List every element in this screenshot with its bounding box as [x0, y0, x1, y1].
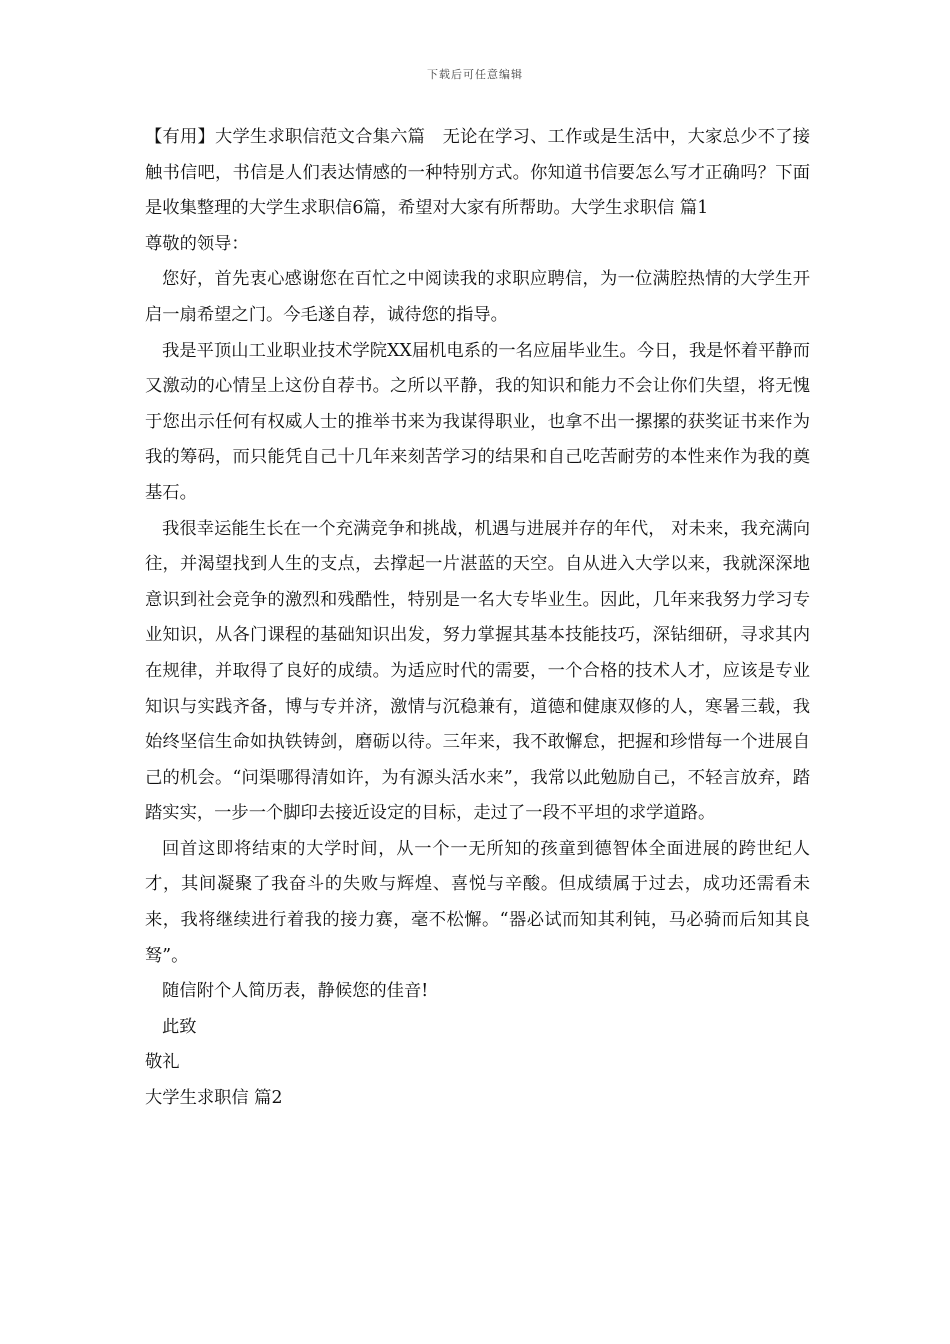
closing-regards: 敬礼 — [145, 1052, 180, 1073]
page-header-note: 下载后可任意编辑 — [427, 68, 523, 81]
closing-phrase: 此致 — [162, 1016, 197, 1037]
intro-paragraph: 【有用】大学生求职信范文合集六篇 无论在学习、工作或是生活中，大家总少不了接触书信吧，书信是人们表达情感的一种特别方式。你知道书信要怎么写才正确吗？下面是收集整理的大学生求职信6篇，希望对大家有所帮助。大学生求职信 篇1 — [145, 127, 810, 219]
document-body — [145, 120, 810, 1117]
attachment-note: 随信附个人简历表，静候您的佳音! — [162, 981, 429, 1002]
reflection-paragraph: 回首这即将结束的大学时间，从一个一无所知的孩童到德智体全面进展的跨世纪人才，其间凝聚了我奋斗的失败与辉煌、喜悦与辛酸。但成绩属于过去，成功还需看未来，我将继续进行着我的接力赛，毫不松懈。“器必试而知其利钝，马必骑而后知其良驽”。 — [145, 838, 810, 966]
self-introduction-paragraph: 我是平顶山工业职业技术学院XX届机电系的一名应届毕业生。今日，我是怀着平静而又激动的心情呈上这份自荐书。之所以平静，我的知识和能力不会让你们失望，将无愧于您出示任何有权威人士的推举书来为我谋得职业，也拿不出一摞摞的获奖证书来作为我的筹码，而只能凭自己十几年来刻苦学习的结果和自己吃苦耐劳的本性来作为我的奠基石。 — [145, 340, 810, 503]
greeting-paragraph: 您好，首先衷心感谢您在百忙之中阅读我的求职应聘信，为一位满腔热情的大学生开启一扇希望之门。今毛遂自荐，诚待您的指导。 — [145, 269, 810, 325]
experience-paragraph: 我很幸运能生长在一个充满竞争和挑战，机遇与进展并存的年代， 对未来，我充满向往，并渴望找到人生的支点，去撑起一片湛蓝的天空。自从进入大学以来，我就深深地意识到社会竞争的激烈和残酷性，特别是一名大专毕业生。因此，几年来我努力学习专业知识，从各门课程的基础知识出发，努力掌握其基本技能技巧，深钻细研，寻求其内在规律，并取得了良好的成绩。为适应时代的需要，一个合格的技术人才，应该是专业知识与实践齐备，博与专并济，激情与沉稳兼有，道德和健康双修的人，寒暑三载，我始终坚信生命如执铁铸剑，磨砺以待。三年来，我不敢懈怠，把握和珍惜每一个进展自己的机会。“问渠哪得清如许，为有源头活水来”，我常以此勉励自己，不轻言放弃，踏踏实实，一步一个脚印去接近设定的目标，走过了一段不平坦的求学道路。 — [145, 518, 810, 824]
section-title-letter-2: 大学生求职信 篇2 — [145, 1088, 283, 1109]
salutation: 尊敬的领导： — [145, 233, 249, 254]
